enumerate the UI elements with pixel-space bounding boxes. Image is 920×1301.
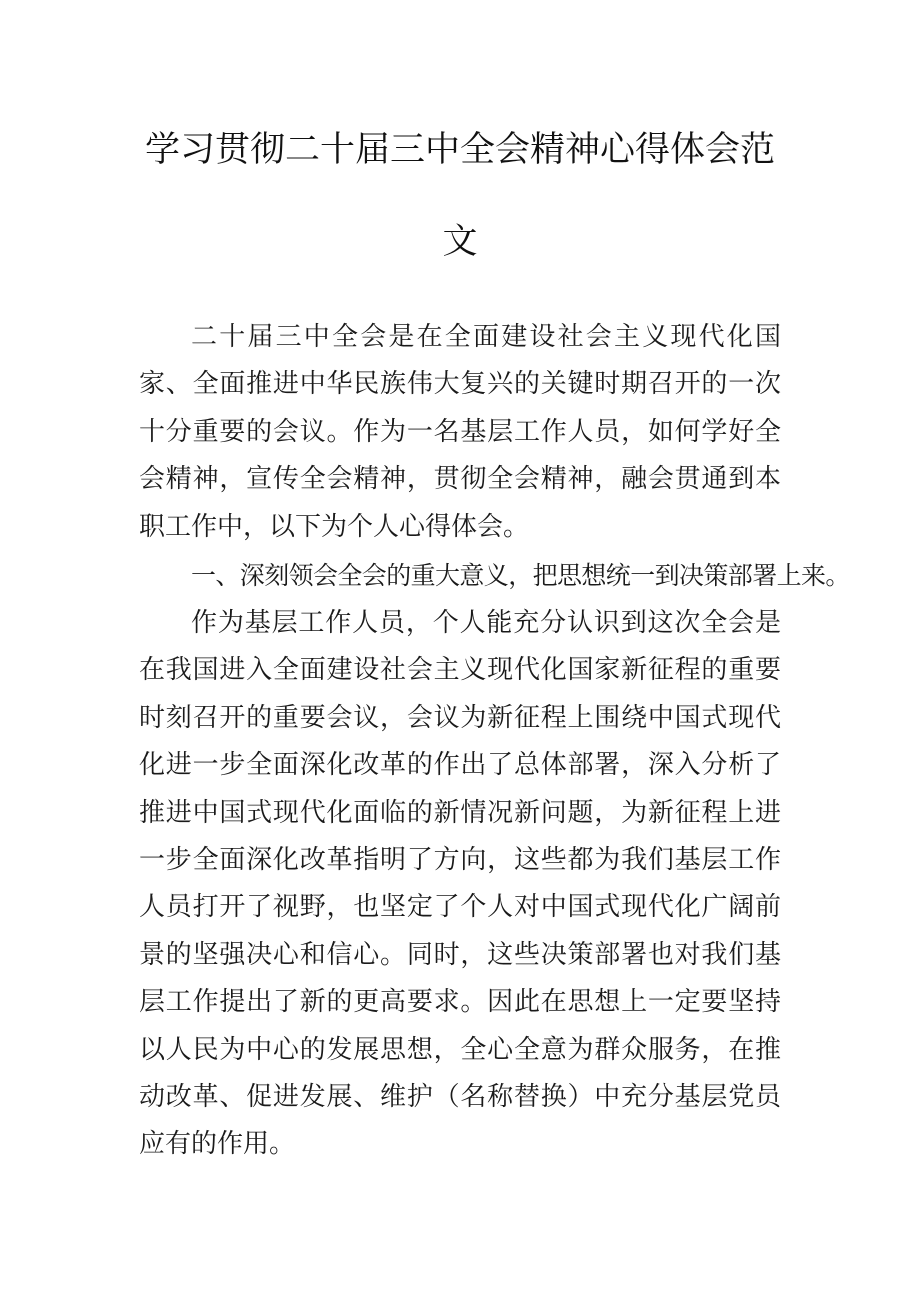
section-heading-1: 一、深刻领会全会的重大意义，把思想统一到决策部署上来。: [191, 561, 850, 590]
intro-paragraph: 二十届三中全会是在全面建设社会主义现代化国家、全面推进中华民族伟大复兴的关键时期召开的一次十分重要的会议。作为一名基层工作人员，如何学好全会精神，宣传全会精神，贯彻全会精神，融会贯通到本职工作中，以下为个人心得体会。: [139, 322, 781, 542]
section-body-1: 作为基层工作人员，个人能充分认识到这次全会是在我国进入全面建设社会主义现代化国家新征程的重要时刻召开的重要会议，会议为新征程上围绕中国式现代化进一步全面深化改革的作出了总体部署，深入分析了推进中国式现代化面临的新情况新问题，为新征程上进一步全面深化改革指明了方向，这些都为我们基层工作人员打开了视野，也坚定了个人对中国式现代化广阔前景的坚强决心和信心。同时，这些决策部署也对我们基层工作提出了新的更高要求。因此在思想上一定要坚持以人民为中心的发展思想，全心全意为群众服务，在推动改革、促进发展、维护（名称替换）中充分基层党员应有的作用。: [139, 608, 781, 1160]
document-title-line-2: 文: [442, 222, 478, 262]
document-title-line-1: 学习贯彻二十届三中全会精神心得体会范: [144, 130, 775, 170]
